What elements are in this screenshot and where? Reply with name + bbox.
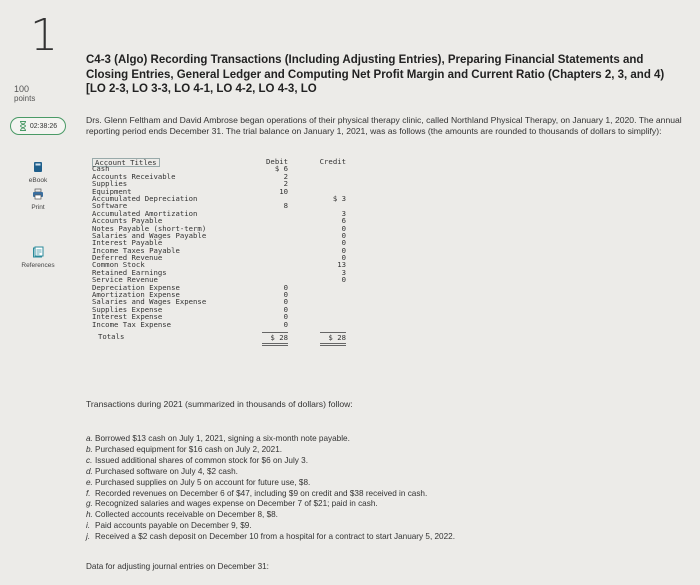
list-item (86, 434, 686, 445)
account-title: Accounts Payable (92, 216, 163, 226)
trial-balance-totals (92, 332, 346, 342)
timer-badge[interactable] (10, 117, 66, 135)
list-item (86, 445, 686, 456)
totals-label: Totals (98, 331, 125, 341)
print-link[interactable] (8, 188, 68, 211)
debit-value: 8 (283, 201, 288, 211)
table-row (92, 173, 346, 180)
account-title: Interest Payable (92, 238, 163, 248)
transaction-letter: g. (86, 499, 93, 509)
timer-value: 02:38:26 (29, 122, 58, 130)
list-item (86, 489, 686, 500)
account-title: Accumulated Amortization (92, 208, 198, 218)
references-label: References (21, 262, 55, 269)
transaction-text: Purchased supplies on July 5 on account for future use, $8. (95, 477, 311, 487)
account-title: Software (92, 201, 128, 211)
account-title: Notes Payable (short-term) (92, 223, 207, 233)
table-row (92, 195, 346, 202)
transaction-letter: b. (86, 444, 93, 454)
account-title: Retained Earnings (92, 267, 167, 277)
debit-value: 0 (283, 290, 288, 300)
trial-balance-table (92, 158, 346, 342)
trial-balance-header (92, 158, 346, 165)
transaction-text: Collected accounts receivable on December 8, $8. (95, 510, 278, 520)
credit-header: Credit (319, 157, 346, 166)
account-title: Income Taxes Payable (92, 245, 180, 255)
credit-value: 3 (341, 267, 346, 277)
transaction-text: Received a $2 cash deposit on December 10 from a hospital for a contract to start January 5, 2022. (95, 532, 455, 542)
transaction-text: Paid accounts payable on December 9, $9. (95, 521, 252, 531)
points-display (14, 84, 35, 104)
totals-debit: $ 28 (262, 332, 288, 346)
totals-credit: $ 28 (320, 332, 346, 346)
transaction-letter: j. (86, 532, 91, 542)
transaction-letter: h. (86, 510, 93, 520)
problem-title: C4-3 (Algo) Recording Transactions (Including Adjusting Entries), Preparing Financial Statements and Closing Entries, General Ledger and Computing Net Profit Margin and Current Ratio (Chapters 2, 3, and 4) [LO 2-3, LO 3-3, LO 4-1, LO 4-2, LO 4-3, LO (86, 54, 665, 95)
account-title: Salaries and Wages Expense (92, 297, 207, 307)
debit-value: 0 (283, 312, 288, 322)
account-titles-header: Account Titles (92, 158, 160, 167)
credit-value: 0 (341, 275, 346, 285)
account-title: Accumulated Depreciation (92, 193, 198, 203)
transactions-list (86, 434, 686, 543)
debit-value: 0 (283, 297, 288, 307)
references-icon (32, 246, 44, 258)
question-number: 1 (30, 10, 58, 61)
debit-value: 0 (283, 304, 288, 314)
transaction-letter: a. (86, 434, 93, 443)
transaction-text: Recorded revenues on December 6 of $47, including $9 on credit and $38 received in cash. (95, 488, 428, 498)
list-item (86, 467, 686, 478)
list-item (86, 499, 686, 510)
ebook-link[interactable] (8, 161, 68, 184)
ebook-label: eBook (28, 177, 48, 184)
transaction-letter: f. (86, 488, 91, 498)
account-title: Cash (92, 164, 110, 174)
list-item (86, 456, 686, 467)
print-label: Print (31, 204, 45, 211)
account-title: Depreciation Expense (92, 282, 180, 292)
list-item (86, 532, 686, 543)
debit-value: 10 (279, 186, 288, 196)
account-title: Deferred Revenue (92, 253, 163, 263)
credit-value: 0 (341, 230, 346, 240)
credit-value: 3 (341, 208, 346, 218)
account-title: Accounts Receivable (92, 171, 176, 181)
list-item (86, 521, 686, 532)
debit-value: 2 (283, 179, 288, 189)
points-value: 100 (14, 84, 30, 94)
problem-intro: Drs. Glenn Feltham and David Ambrose began operations of their physical therapy clinic, called Northland Physical Therapy, on January 1, 2020. The annual reporting period ends December 31. The trial balance on January 1, 2021, was as follows (the amounts are rounded to thousands of dollars to simplify): (86, 115, 682, 136)
credit-value: 6 (341, 216, 346, 226)
credit-value: 0 (341, 238, 346, 248)
account-title: Supplies (92, 179, 128, 189)
credit-value: 13 (337, 260, 346, 270)
hourglass-icon (19, 121, 27, 131)
credit-value: 0 (341, 253, 346, 263)
account-title: Interest Expense (92, 312, 163, 322)
table-row (92, 321, 346, 328)
list-item (86, 478, 686, 489)
question-sidebar (0, 0, 78, 585)
transaction-text: Borrowed $13 cash on July 1, 2021, signing a six-month note payable. (95, 434, 350, 443)
transaction-letter: i. (86, 521, 91, 531)
debit-value: 2 (283, 171, 288, 181)
debit-value: 0 (283, 319, 288, 329)
account-title: Income Tax Expense (92, 319, 172, 329)
list-item (86, 510, 686, 521)
points-label: points (14, 94, 36, 103)
book-icon (32, 161, 44, 173)
transaction-text: Recognized salaries and wages expense on December 7 of $21; paid in cash. (95, 499, 378, 509)
credit-value: 0 (341, 223, 346, 233)
debit-value: 0 (283, 282, 288, 292)
credit-value: 0 (341, 245, 346, 255)
debit-value: $ 6 (274, 164, 288, 174)
account-title: Service Revenue (92, 275, 158, 285)
printer-icon (32, 188, 44, 200)
account-title: Salaries and Wages Payable (92, 230, 207, 240)
transaction-text: Purchased software on July 4, $2 cash. (95, 466, 238, 476)
credit-value: $ 3 (332, 193, 346, 203)
transaction-letter: c. (86, 455, 93, 465)
adjusting-intro: Data for adjusting journal entries on December 31: (86, 562, 269, 571)
debit-header: Debit (266, 157, 288, 166)
transaction-text: Purchased equipment for $16 cash on July 2, 2021. (95, 444, 283, 454)
transactions-intro: Transactions during 2021 (summarized in thousands of dollars) follow: (86, 399, 353, 409)
account-title: Supplies Expense (92, 304, 163, 314)
transaction-text: Issued additional shares of common stock for $6 on July 3. (95, 455, 308, 465)
references-link[interactable] (8, 246, 68, 269)
account-title: Amortization Expense (92, 290, 180, 300)
transaction-letter: d. (86, 466, 93, 476)
account-title: Common Stock (92, 260, 145, 270)
account-title: Equipment (92, 186, 132, 196)
transaction-letter: e. (86, 477, 93, 487)
